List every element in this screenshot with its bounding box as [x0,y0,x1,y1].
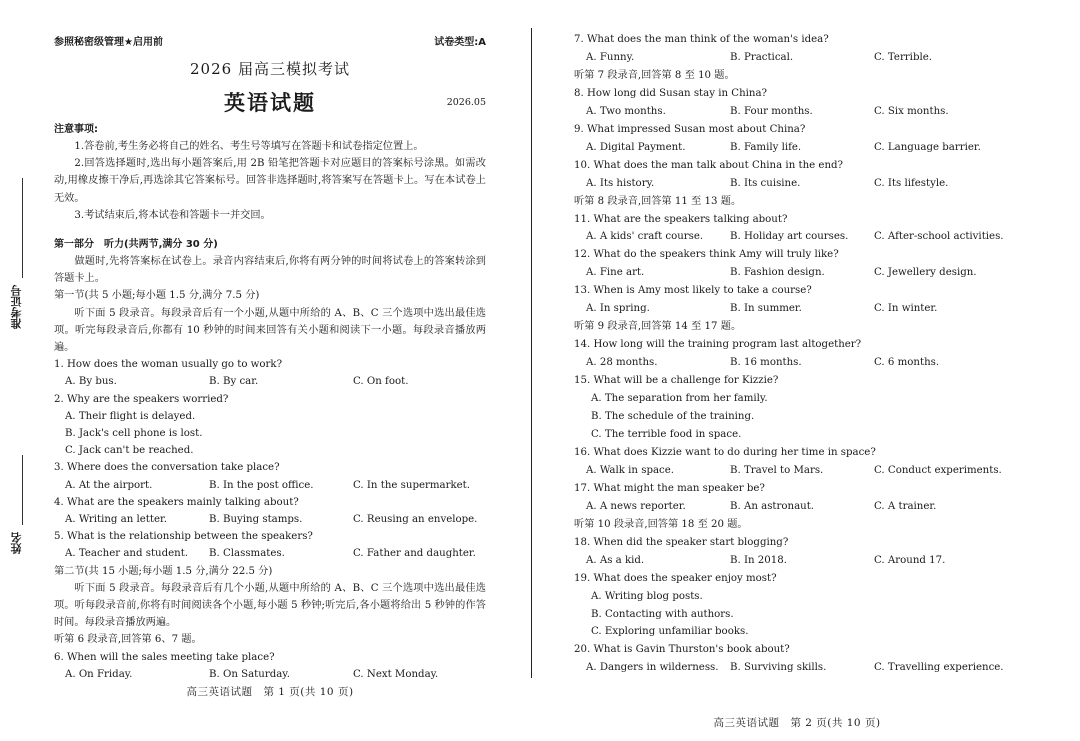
question-16-options [574,462,1020,480]
page-footer: 高三英语试题 第 1 页(共 10 页) [186,686,354,698]
option-a: A. 28 months. [586,357,658,369]
option-c: C. After-school activities. [874,231,1004,243]
question-19: 19. What does the speaker enjoy most? [574,572,777,584]
option-b: B. Four months. [730,105,813,117]
question-10: 10. What does the man talk about China in the end? [574,159,843,171]
option-c: C. Father and daughter. [353,548,476,560]
part1-intro: 做题时,先将答案标在试卷上。录音内容结束后,你将有两分钟的时间将试卷上的答案转涂到答题卡上。 [54,256,486,285]
exam-date: 2026.05 [446,97,486,108]
option-a: A. At the airport. [65,479,153,491]
option-a: A. The separation from her family. [591,393,768,405]
question-14-options [574,354,1020,372]
title-row [54,87,486,115]
listen-instruction-10: 听第 10 段录音,回答第 18 至 20 题。 [574,518,748,530]
option-c: C. In the supermarket. [353,479,471,491]
question-20-options [574,659,1020,677]
exam-title: 2026 届高三模拟考试 [190,60,350,78]
option-c: C. On foot. [353,376,409,388]
option-c: C. Exploring unfamiliar books. [591,626,749,638]
option-b: B. In 2018. [730,554,787,566]
option-c: C. A trainer. [874,500,937,512]
question-9: 9. What impressed Susan most about China? [574,123,806,135]
option-a: A. Their flight is delayed. [65,410,196,422]
option-a: A. Walk in space. [586,464,675,476]
option-b: B. Fashion design. [730,267,825,279]
question-11-options [574,228,1020,246]
option-a: A. Fine art. [586,267,645,279]
header-row [54,33,486,48]
name-label: 姓名 [10,532,23,554]
option-c: C. Around 17. [874,554,946,566]
part1-heading: 第一部分 听力(共两节,满分 30 分) [54,239,218,251]
page-divider [531,28,532,678]
section1-intro: 听下面 5 段录音。每段录音后有一个小题,从题中所给的 A、B、C 三个选项中选出最佳选项。听完每段录音后,你都有 10 秒钟的时间来回答有关小题和阅读下一小题。每段录音播放两遍。 [54,307,486,354]
option-a: A. Writing an letter. [65,514,168,526]
binding-margin [0,0,40,710]
option-a: A. Funny. [586,51,635,63]
paper-type: 试卷类型:A [434,37,486,48]
option-c: C. Jewellery design. [874,267,977,279]
notice-3: 3.考试结束后,将本试卷和答题卡一并交回。 [74,209,271,221]
option-c: C. Jack can't be reached. [65,445,194,457]
option-b: B. By car. [209,376,259,388]
listen-instruction-8: 听第 8 段录音,回答第 11 至 13 题。 [574,195,742,207]
option-c: C. The terrible food in space. [591,428,742,440]
section2-intro: 听下面 5 段录音。每段录音后有几个小题,从题中所给的 A、B、C 三个选项中选出最佳选项。听每段录音前,你将有时间阅读各个小题,每小题 5 秒钟;听完后,各小题将给出 5 秒钟的作答时间。每段录音播放两遍。 [54,582,486,629]
option-b: B. Travel to Mars. [730,464,824,476]
exam-id-line [22,178,23,278]
question-7: 7. What does the man think of the woman's idea? [574,34,829,45]
question-6: 6. When will the sales meeting take place? [54,651,275,663]
option-a: A. Digital Payment. [586,141,686,153]
question-1: 1. How does the woman usually go to work? [54,359,283,371]
listen-instruction-9: 听第 9 段录音,回答第 14 至 17 题。 [574,321,742,333]
option-b: B. Contacting with authors. [591,608,734,620]
option-b: B. In summer. [730,303,802,315]
section1-heading: 第一节(共 5 小题;每小题 1.5 分,满分 7.5 分) [54,290,260,302]
subject-title: 英语试题 [224,91,316,115]
question-5-options [54,545,486,562]
question-8-options [574,103,1020,121]
question-20: 20. What is Gavin Thurston's book about? [574,644,790,656]
notice-2: 2.回答选择题时,选出每小题答案后,用 2B 铅笔把答题卡对应题目的答案标号涂黑。如需改动,用橡皮擦干净后,再选涂其它答案标号。回答非选择题时,将答案写在答题卡上。写在本试卷上无效。 [54,158,486,204]
question-18-options [574,552,1020,570]
exam-id-label: 准考证号 [10,285,23,329]
question-11: 11. What are the speakers talking about? [574,213,788,225]
question-15: 15. What will be a challenge for Kizzie? [574,375,779,387]
page-1 [54,0,486,710]
name-line [22,455,23,525]
question-16: 16. What does Kizzie want to do during her time in space? [574,446,876,458]
option-c: C. In winter. [874,303,938,315]
question-6-options [54,666,486,683]
listen-instruction-6: 听第 6 段录音,回答第 6、7 题。 [54,634,202,646]
question-7-options [574,49,1020,67]
option-c: C. Travelling experience. [874,662,1004,674]
option-b: B. Buying stamps. [209,514,303,526]
option-a: A. As a kid. [586,554,645,566]
option-a: A. Dangers in wilderness. [586,662,719,674]
option-b: B. Family life. [730,141,802,153]
option-b: B. In the post office. [209,479,314,491]
option-a: A. Teacher and student. [65,548,189,560]
question-18: 18. When did the speaker start blogging? [574,536,789,548]
question-4-options [54,511,486,528]
option-c: C. Terrible. [874,51,932,63]
option-a: A. A news reporter. [586,500,686,512]
option-b: B. Surviving skills. [730,662,827,674]
question-1-options [54,373,486,390]
question-8: 8. How long did Susan stay in China? [574,87,767,99]
question-2: 2. Why are the speakers worried? [54,393,229,405]
option-b: B. Jack's cell phone is lost. [65,428,203,440]
notice-heading: 注意事项: [54,124,98,135]
question-5: 5. What is the relationship between the speakers? [54,531,313,543]
question-13: 13. When is Amy most likely to take a course? [574,285,812,297]
confidential-label: 参照秘密级管理★启用前 [54,37,163,48]
question-12-options [574,264,1020,282]
option-c: C. Conduct experiments. [874,464,1002,476]
question-3: 3. Where does the conversation take place? [54,462,280,474]
question-17-options [574,498,1020,516]
option-c: C. Its lifestyle. [874,177,949,189]
option-a: A. In spring. [586,303,650,315]
page-footer: 高三英语试题 第 2 页(共 10 页) [713,717,881,729]
question-14: 14. How long will the training program last altogether? [574,339,862,351]
question-12: 12. What do the speakers think Amy will truly like? [574,249,839,261]
question-4: 4. What are the speakers mainly talking about? [54,496,299,508]
option-a: A. By bus. [65,376,117,388]
option-b: B. Its cuisine. [730,177,801,189]
option-c: C. 6 months. [874,357,940,369]
section2-heading: 第二节(共 15 小题;每小题 1.5 分,满分 22.5 分) [54,565,273,577]
option-c: C. Language barrier. [874,141,981,153]
option-b: B. 16 months. [730,357,802,369]
option-b: B. On Saturday. [209,668,290,680]
option-a: A. A kids' craft course. [586,231,704,243]
question-13-options [574,300,1020,318]
question-3-options [54,477,486,494]
option-c: C. Next Monday. [353,668,439,680]
question-9-options [574,139,1020,157]
option-c: C. Six months. [874,105,949,117]
listen-instruction-7: 听第 7 段录音,回答第 8 至 10 题。 [574,69,735,81]
option-b: B. An astronaut. [730,500,815,512]
option-b: B. Holiday art courses. [730,231,849,243]
option-c: C. Reusing an envelope. [353,514,478,526]
notice-1: 1.答卷前,考生务必将自己的姓名、考生号等填写在答题卡和试卷指定位置上。 [74,141,424,152]
question-10-options [574,175,1020,193]
option-a: A. Two months. [586,105,666,117]
page-2 [574,0,1020,741]
option-a: A. Its history. [586,177,655,189]
question-17: 17. What might the man speaker be? [574,482,765,494]
option-a: A. Writing blog posts. [591,590,703,602]
option-a: A. On Friday. [65,668,133,680]
option-b: B. Practical. [730,51,794,63]
option-b: B. Classmates. [209,548,285,560]
option-b: B. The schedule of the training. [591,411,755,423]
